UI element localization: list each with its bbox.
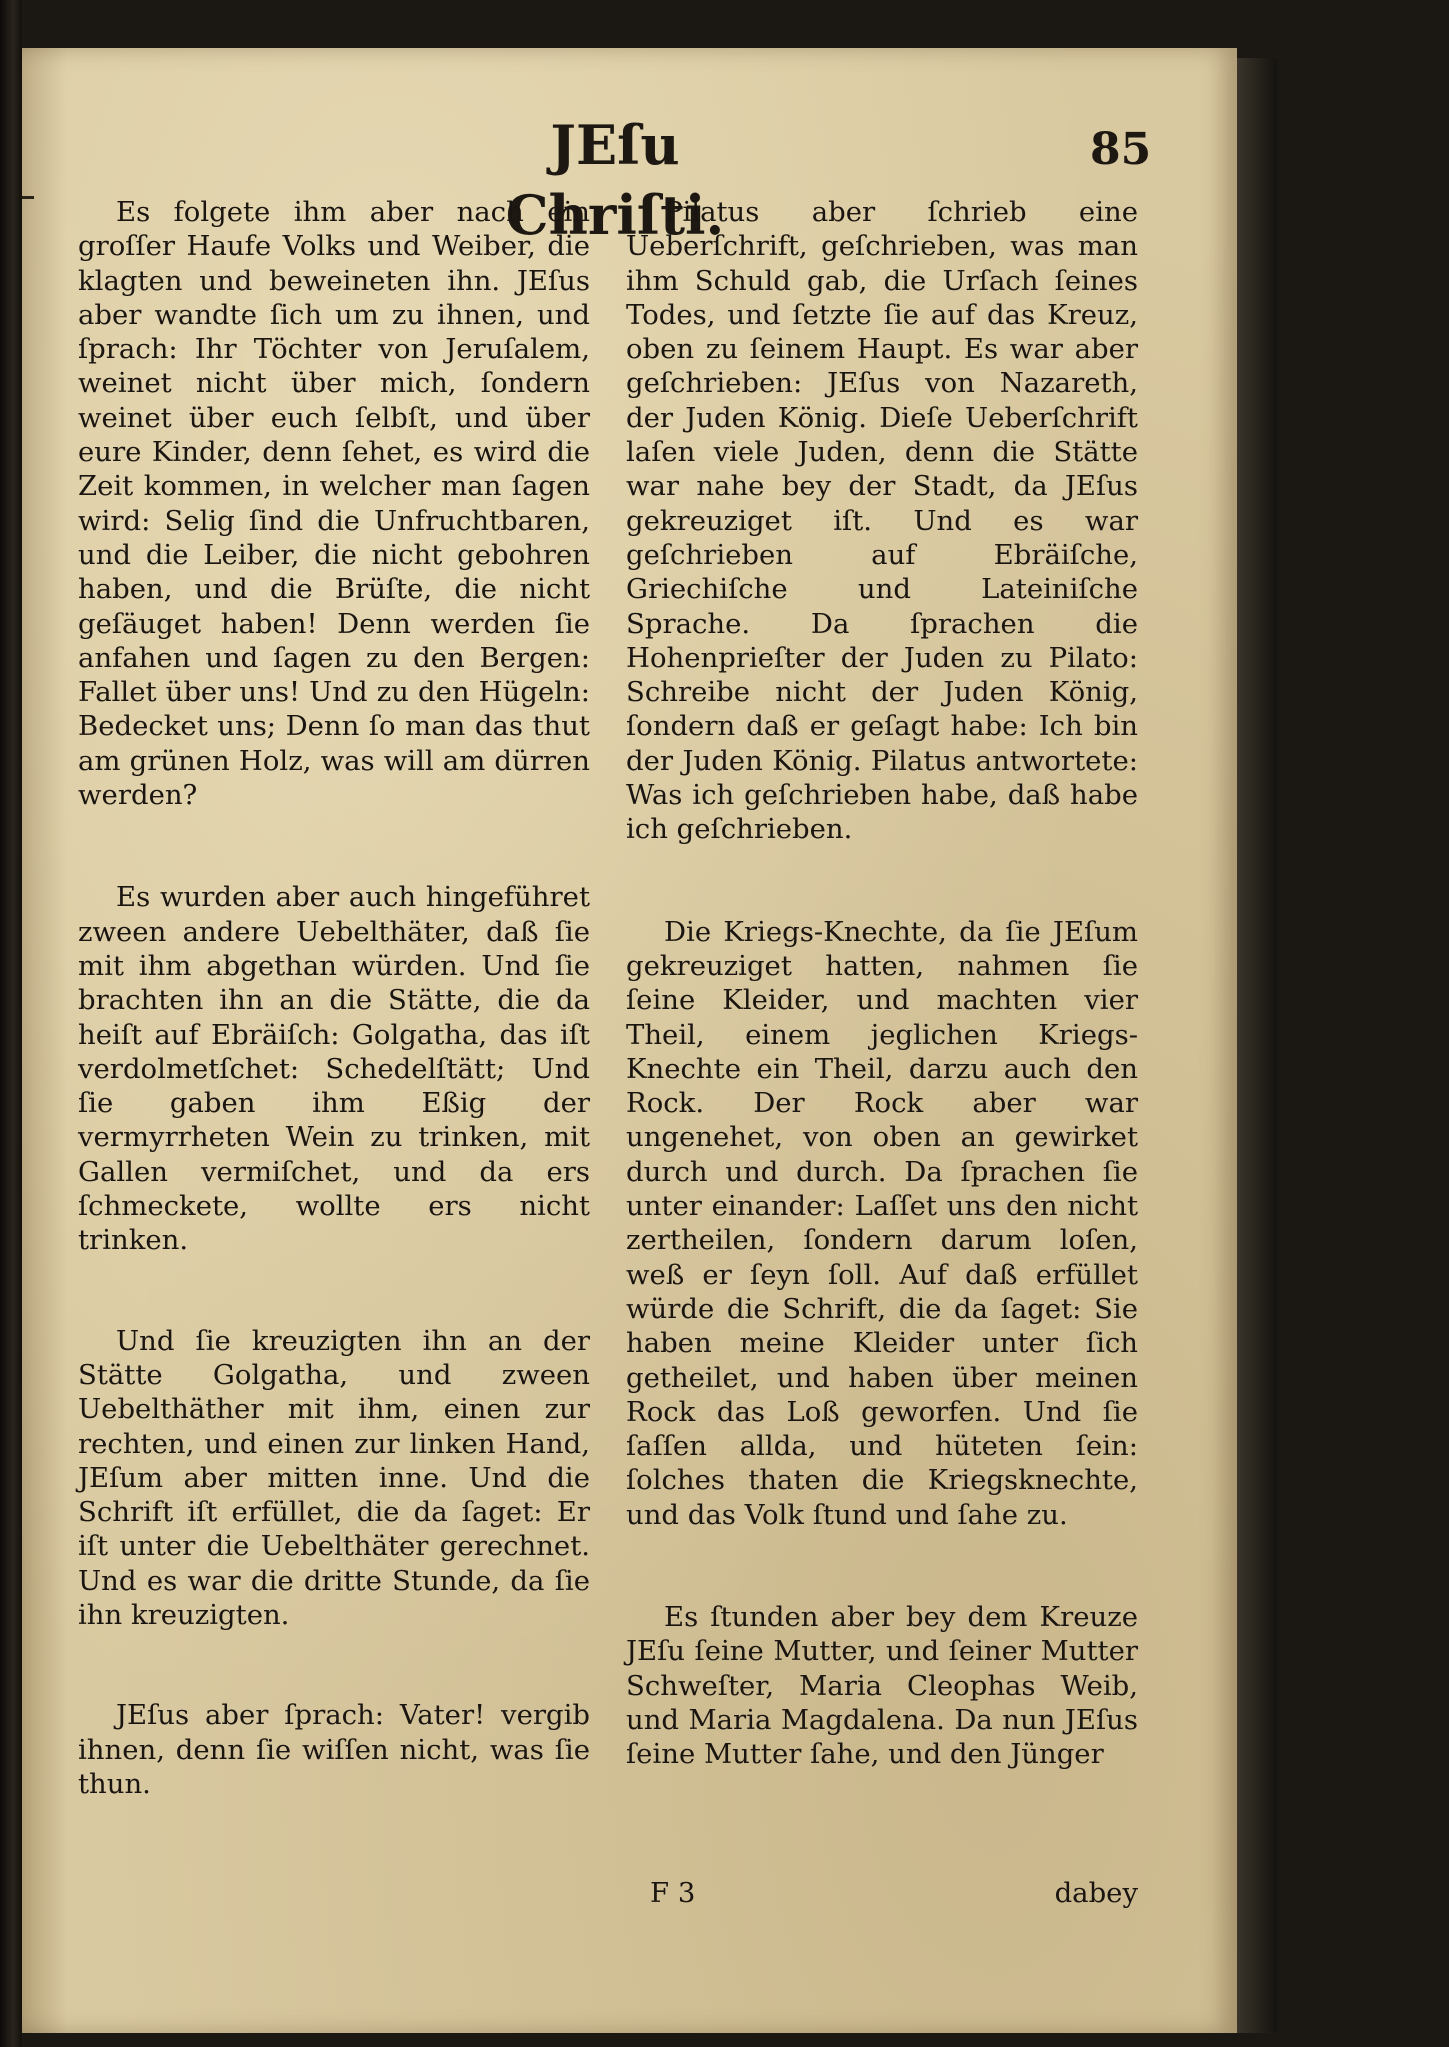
page-footer xyxy=(650,1875,1138,1911)
margin-mark xyxy=(22,196,34,199)
running-title: JEſu Chriſti. xyxy=(505,113,725,247)
cover-edge xyxy=(1237,58,1277,2033)
left-column xyxy=(78,195,590,1801)
paragraph: Es folgete ihm aber nach ein groſſer Haufe Volks und Weiber, die klagten und beweineten ihn. JEſus aber wandte ſich um zu ihnen, und ſprach: Ihr Töchter von Jeruſalem, weinet nicht über mich, ſondern weinet über euch ſelbſt, und über eure Kinder, denn ſehet, es wird die Zeit kommen, in welcher man ſagen wird: Selig ſind die Unfruchtbaren, und die Leiber, die nicht gebohren haben, und die Brüſte, die nicht geſäuget haben! Denn werden ſie anfahen und ſagen zu den Bergen: Fallet über uns! Und zu den Hügeln: Bedecket uns; Denn ſo man das thut am grünen Holz, was will am dürren werden? xyxy=(78,196,590,812)
page-number: 85 xyxy=(1090,124,1152,175)
paragraph: Pilatus aber ſchrieb eine Ueberſchrift, geſchrieben, was man ihm Schuld gab, die Urſach ſeines Todes, und ſetzte ſie auf das Kreuz, oben zu ſeinem Haupt. Es war aber geſchrieben: JEſus von Nazareth, der Juden König. Dieſe Ueberſchrift laſen viele Juden, denn die Stätte war nahe bey der Stadt, da JEſus gekreuziget iſt. Und es war geſchrieben auf Ebräiſche, Griechiſche und Lateiniſche Sprache. Da ſprachen die Hohenprieſter der Juden zu Pilato: Schreibe nicht der Juden König, ſondern daß er geſagt habe: Ich bin der Juden König. Pilatus antwortete: Was ich geſchrieben habe, daß habe ich geſchrieben. xyxy=(626,196,1138,846)
paragraph: Die Kriegs-Knechte, da ſie JEſum gekreuziget hatten, nahmen ſie ſeine Kleider, und machten vier Theil, einem jeglichen Kriegs-Knechte ein Theil, darzu auch den Rock. Der Rock aber war ungenehet, von oben an gewirket durch und durch. Da ſprachen ſie unter einander: Laſſet uns den nicht zertheilen, ſondern darum loſen, weß er ſeyn ſoll. Auf daß erfüllet würde die Schrift, die da ſaget: Sie haben meine Kleider unter ſich getheilet, und haben über meinen Rock das Loß geworfen. Und ſie ſaſſen allda, und hüteten ſein: ſolches thaten die Kriegsknechte, und das Volk ſtund und ſahe zu. xyxy=(626,915,1138,1531)
catchword: dabey xyxy=(1054,1877,1138,1909)
paragraph: Es wurden aber auch hingeführet zween andere Uebelthäter, daß ſie mit ihm abgethan würden. Und ſie brachten ihn an die Stätte, die da heiſt auf Ebräiſch: Golgatha, das iſt verdolmetſchet: Schedelſtätt; Und ſie gaben ihm Eßig der vermyrrheten Wein zu trinken, mit Gallen vermiſchet, und da ers ſchmeckete, wollte ers nicht trinken. xyxy=(78,881,590,1257)
paragraph: Es ſtunden aber bey dem Kreuze JEſu ſeine Mutter, und ſeiner Mutter Schweſter, Maria Cleophas Weib, und Maria Magdalena. Da nun JEſus ſeine Mutter ſahe, und den Jünger xyxy=(626,1600,1138,1771)
right-column xyxy=(626,195,1138,1771)
paragraph: JEſus aber ſprach: Vater! vergib ihnen, denn ſie wiſſen nicht, was ſie thun. xyxy=(78,1699,590,1800)
signature-mark: F 3 xyxy=(650,1877,696,1909)
book-spine xyxy=(0,0,22,2047)
paragraph: Und ſie kreuzigten ihn an der Stätte Golgatha, und zween Uebelthäther mit ihm, einen zur rechten, und einen zur linken Hand, JEſum aber mitten inne. Und die Schrift iſt erfüllet, die da ſaget: Er iſt unter die Uebelthäter gerechnet. Und es war die dritte Stunde, da ſie ihn kreuzigten. xyxy=(78,1324,590,1631)
